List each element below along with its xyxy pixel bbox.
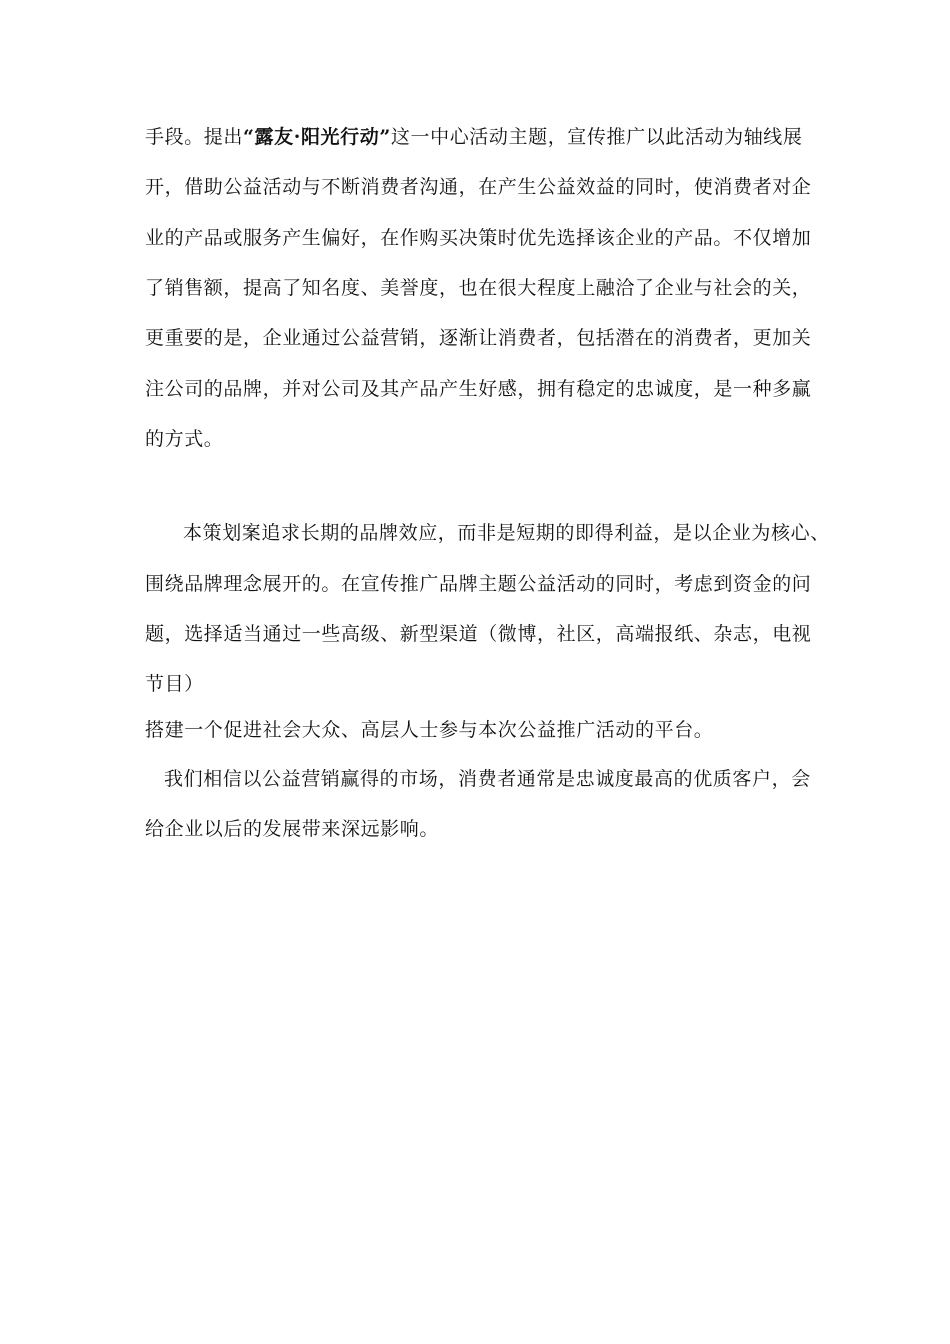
paragraph-1-line-6: 注公司的品牌，并对公司及其产品产生好感，拥有稳定的忠诚度，是一种多赢 xyxy=(145,378,812,400)
paragraph-1-line-4: 了销售额，提高了知名度、美誉度，也在很大程度上融洽了企业与社会的关， xyxy=(145,277,812,299)
paragraph-2-line-1: 本策划案追求长期的品牌效应，而非是短期的即得利益，是以企业为核心、 xyxy=(183,522,830,544)
paragraph-1-line-3: 业的产品或服务产生偏好，在作购买决策时优先选择该企业的产品。不仅增加 xyxy=(145,227,812,249)
paragraph-1-line-2: 开，借助公益活动与不断消费者沟通，在产生公益效益的同时，使消费者对企 xyxy=(145,176,812,198)
paragraph-3-line-1: 我们相信以公益营销赢得的市场，消费者通常是忠诚度最高的优质客户，会 xyxy=(164,768,811,790)
paragraph-2-line-3: 题，选择适当通过一些高级、新型渠道（微博，社区，高端报纸、杂志，电视 xyxy=(145,623,812,645)
paragraph-1-line-7: 的方式。 xyxy=(145,428,224,450)
paragraph-3-line-2: 给企业以后的发展带来深远影响。 xyxy=(145,818,440,840)
paragraph-2-line-5: 搭建一个促进社会大众、高层人士参与本次公益推广活动的平台。 xyxy=(145,719,714,741)
line-text: 这一中心活动主题，宣传推广以此活动为轴线展 xyxy=(390,126,803,148)
campaign-name: “露友·阳光行动” xyxy=(243,126,391,148)
line-text: 手段。提出 xyxy=(145,126,244,148)
paragraph-2-line-2: 围绕品牌理念展开的。在宣传推广品牌主题公益活动的同时，考虑到资金的问 xyxy=(145,573,812,595)
paragraph-1-line-1 xyxy=(145,125,825,149)
paragraph-1-line-5: 更重要的是，企业通过公益营销，逐渐让消费者，包括潜在的消费者，更加关 xyxy=(145,327,812,349)
paragraph-2-line-4: 节目） xyxy=(145,673,204,695)
